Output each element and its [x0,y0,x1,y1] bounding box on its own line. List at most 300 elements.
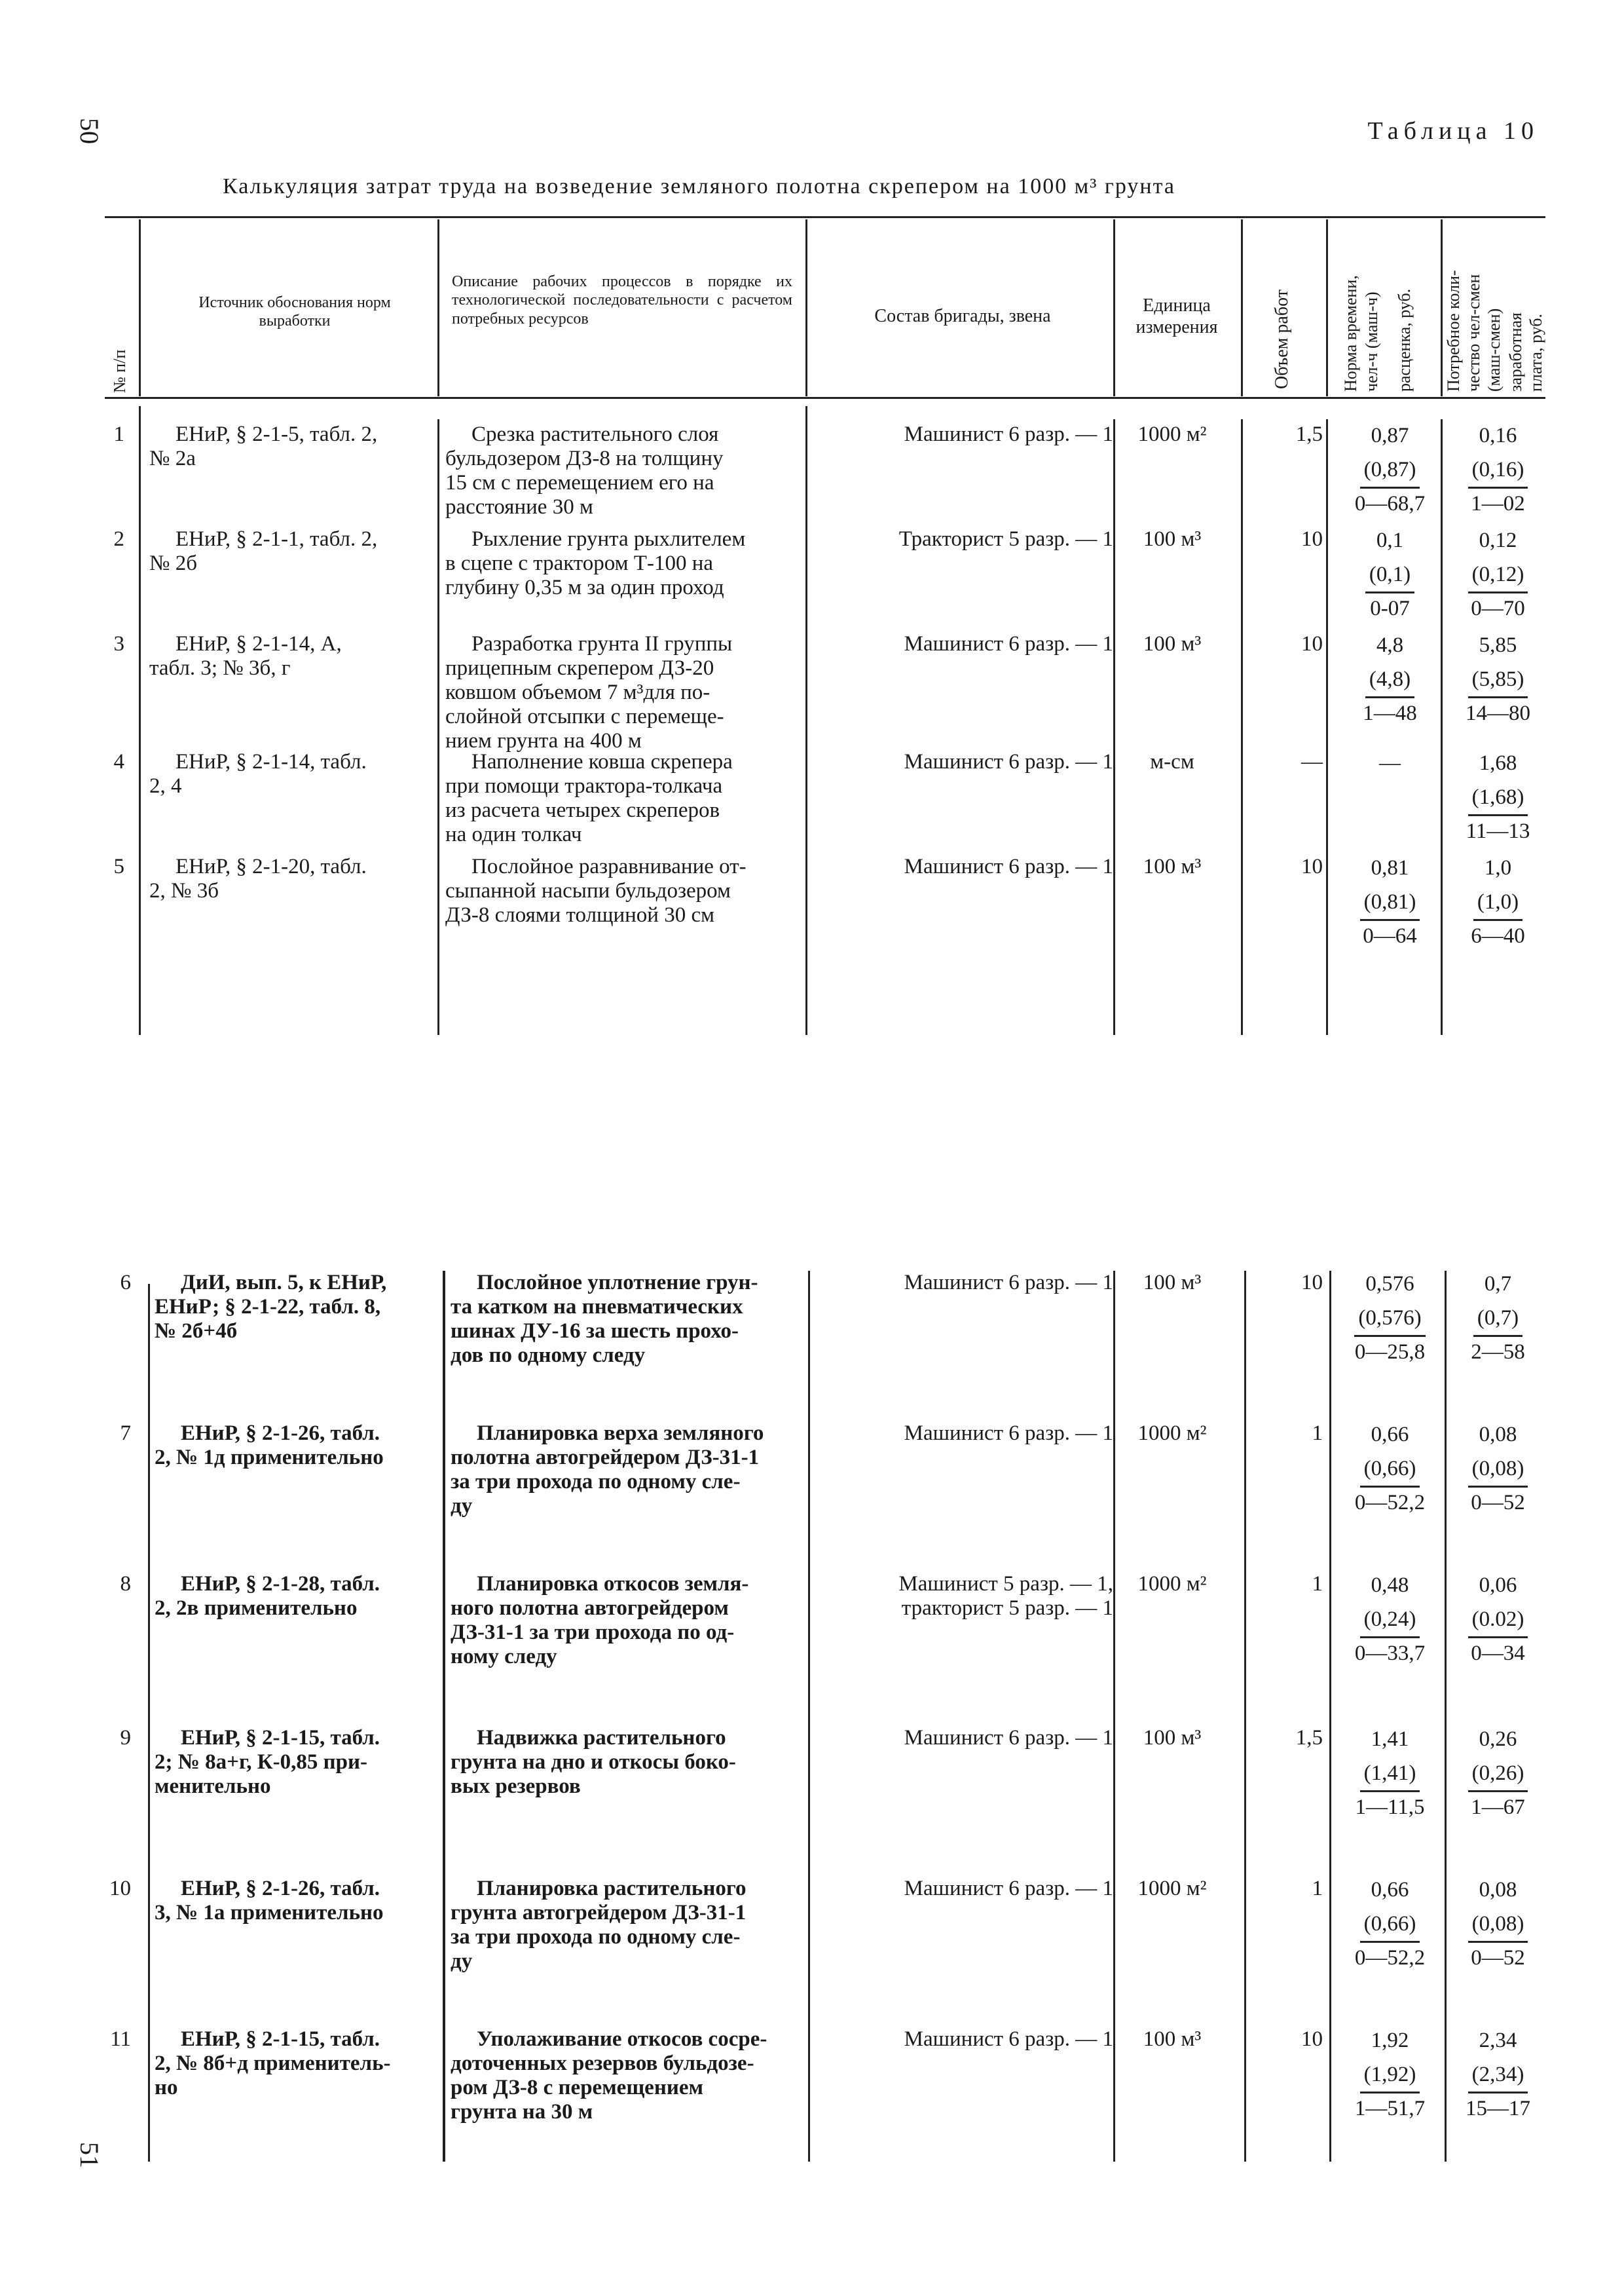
lower-sep-1 [148,1284,150,2162]
fraction-text: (0,12) [1468,557,1528,593]
description-cell [445,527,805,600]
unit-cell: 100 м³ [1143,632,1202,656]
volume-cell: 10 [1301,855,1323,878]
norm-value [1336,1267,1444,1301]
header-sep-6 [1326,219,1328,396]
need-machine-value [1450,1907,1545,1941]
col-norm-header-c: расценка, руб. [1395,288,1414,392]
volume-cell: 10 [1301,632,1323,656]
cell-line: № 2б [149,552,198,575]
norm-machine-value [1336,662,1444,696]
fraction-text: 0,48 [1371,1573,1409,1597]
cell-line: ЕНиР, § 2-1-28, табл. [181,1572,380,1596]
brigade-cell [812,1726,1113,1750]
fraction-text: 0,7 [1484,1272,1512,1296]
unit-cell: 1000 м² [1137,1421,1207,1445]
pay-cell [1450,523,1545,626]
norm-value [1336,1722,1444,1756]
brigade-cell [812,855,1113,879]
norm-value [1336,1568,1444,1602]
brigade-cell [812,527,1113,552]
cell-line: в сцепе с трактором Т-100 на [445,552,714,575]
wage-value [1450,2092,1545,2126]
cell-line: ЕНиР, § 2-1-15, табл. [181,2027,380,2051]
cell-line: 2; № 8а+г, К-0,85 при- [155,1750,368,1774]
fraction-text: 1,92 [1371,2029,1409,2052]
cell-line: Машинист 6 разр. — 1 [904,1271,1113,1294]
fraction-text: 0,576 [1365,1272,1414,1296]
table-title: Калькуляция затрат труда на возведение земляного полотна скрепером на 1000 м³ грунта [223,174,1175,198]
norm-cell [1336,523,1444,626]
header-top-rule [105,216,1545,218]
header-sep-4 [1113,219,1115,396]
fraction-text: 0,08 [1479,1423,1517,1446]
description-cell [445,750,805,847]
unit-cell: 100 м³ [1143,2027,1202,2051]
col-volume-header: Объем работ [1272,290,1292,389]
cell-line: ДЗ-31-1 за три прохода по од- [451,1621,735,1644]
fraction-text: 0,66 [1371,1423,1409,1446]
fraction-text: (0.02) [1468,1602,1528,1638]
norm-cell [1336,1568,1444,1670]
cell-line: № 2б+4б [155,1319,238,1343]
wage-value [1450,591,1545,626]
fraction-text: (0,87) [1360,453,1420,489]
cell-line: 2, 4 [149,774,182,798]
need-machine-value [1450,885,1545,919]
volume-cell: 1,5 [1295,1726,1323,1750]
norm-rate [1336,814,1444,848]
cell-line: Машинист 6 разр. — 1 [904,855,1113,878]
fraction-text: — [1379,751,1401,775]
norm-rate [1336,487,1444,521]
unit-cell: 100 м³ [1143,1726,1202,1750]
norm-cell [1336,1722,1444,1824]
cell-line: Планировка растительного [477,1877,747,1900]
norm-cell [1336,851,1444,953]
norm-machine-value [1336,1301,1444,1335]
wage-value [1450,814,1545,848]
description-cell [445,632,805,753]
row-number: 2 [113,527,124,551]
norm-rate [1336,2092,1444,2126]
pay-cell [1450,1267,1545,1369]
cell-line: полотна автогрейдером ДЗ-31-1 [451,1446,760,1469]
need-machine-value [1450,1301,1545,1335]
col-need-header-c: (маш-смен) [1485,308,1504,392]
cell-line: на один толкач [445,823,582,846]
need-machine-value [1450,1452,1545,1486]
page-number-top: 50 [75,118,104,144]
fraction-text: (1,41) [1360,1756,1420,1792]
brigade-cell [812,632,1113,656]
pay-cell [1450,628,1545,730]
norm-rate [1336,1941,1444,1975]
cell-line: Тракторист 5 разр. — 1 [898,527,1113,551]
unit-cell: 1000 м² [1137,422,1207,446]
fraction-text: 0,26 [1479,1727,1517,1751]
cell-line: менительно [155,1774,271,1798]
fraction-text: 0—52,2 [1354,1491,1426,1514]
row-number: 10 [109,1877,131,1900]
fraction-text: 0,1 [1376,529,1404,552]
need-machine-value [1450,662,1545,696]
fraction-text: 0—64 [1363,924,1417,948]
cell-line: сыпанной насыпи бульдозером [445,879,731,903]
norm-cell [1336,628,1444,730]
volume-cell: 1,5 [1295,422,1323,446]
norm-rate [1336,696,1444,730]
wage-value [1450,696,1545,730]
fraction-text: 1—51,7 [1354,2097,1426,2120]
fraction-text: 0,12 [1479,529,1517,552]
cell-line: при помощи трактора-толкача [445,774,723,798]
norm-cell [1336,2023,1444,2126]
fraction-text: (1,92) [1360,2057,1420,2093]
norm-rate [1336,1636,1444,1670]
need-machine-value [1450,1756,1545,1790]
cell-line: ЕНиР, § 2-1-26, табл. [181,1421,380,1445]
cell-line: ДЗ-8 слоями толщиной 30 см [445,903,715,927]
page-number-bottom: 51 [75,2142,104,2168]
cell-line: из расчета четырех скреперов [445,798,720,822]
col-norm-header-a: Норма времени, [1341,275,1360,392]
upper-sep-3 [805,406,807,1035]
fraction-text: 0-07 [1370,597,1410,620]
need-machine-value [1450,780,1545,814]
cell-line: ЕНиР; § 2-1-22, табл. 8, [155,1295,381,1319]
cell-line: Машинист 6 разр. — 1 [904,1726,1113,1750]
description-cell [445,422,805,519]
row-number: 1 [113,422,124,446]
brigade-cell [812,2027,1113,2052]
fraction-text: 0,06 [1479,1573,1517,1597]
upper-sep-6 [1326,419,1328,1035]
volume-cell: 1 [1312,1421,1323,1445]
fraction-text: (0,1) [1365,557,1414,593]
pay-cell [1450,2023,1545,2126]
brigade-cell [812,750,1113,774]
need-value [1450,1267,1545,1301]
source-cell [149,422,437,471]
cell-line: грунта автогрейдером ДЗ-31-1 [451,1901,747,1924]
upper-sep-2 [437,419,439,1035]
row-number: 8 [120,1572,131,1596]
header-bottom-rule [105,397,1545,399]
fraction-text: (4,8) [1365,662,1414,698]
cell-line: бульдозером ДЗ-8 на толщину [445,447,724,470]
fraction-text: 1—11,5 [1355,1795,1425,1819]
upper-sep-4 [1113,419,1115,1035]
norm-machine-value [1336,780,1444,814]
fraction-text: 0—70 [1471,597,1525,620]
cell-line: ду [451,1494,473,1518]
fraction-text: 0,81 [1371,856,1409,880]
description-cell [451,1421,811,1518]
source-cell [149,750,437,798]
cell-line: за три прохода по одному сле- [451,1925,741,1949]
description-cell [451,1877,811,1974]
source-cell [149,527,437,576]
cell-line: 2, № 1д применительно [155,1446,384,1469]
norm-machine-value [1336,1756,1444,1790]
norm-cell [1336,1267,1444,1369]
cell-line: Послойное разравнивание от- [471,855,747,878]
cell-line: Машинист 6 разр. — 1 [904,1421,1113,1445]
cell-line: Планировка верха земляного [477,1421,764,1445]
need-machine-value [1450,453,1545,487]
norm-value [1336,419,1444,453]
cell-line: ному следу [451,1645,557,1668]
pay-cell [1450,419,1545,521]
norm-machine-value [1336,2057,1444,2092]
volume-cell: — [1301,750,1323,774]
col-description-header: Описание рабочих процессов в порядке их технологической последовательности с расчетом потребных ресурсов [452,273,792,328]
cell-line: но [155,2076,178,2099]
col-need-header-a: Потребное коли- [1444,270,1463,392]
cell-line: 3, № 1а применительно [155,1901,384,1924]
need-value [1450,2023,1545,2057]
cell-line: ЕНиР, § 2-1-5, табл. 2, [175,422,378,446]
fraction-text: (0,08) [1468,1907,1528,1943]
description-cell [445,855,805,928]
col-brigade-header: Состав бригады, звена [874,306,1051,326]
cell-line: ром ДЗ-8 с перемещением [451,2076,703,2099]
norm-value [1336,746,1444,780]
need-value [1450,746,1545,780]
norm-cell [1336,419,1444,521]
fraction-text: 0—52,2 [1354,1946,1426,1970]
norm-cell [1336,1417,1444,1520]
cell-line: вых резервов [451,1774,581,1798]
cell-line: Машинист 6 разр. — 1 [904,422,1113,446]
fraction-text: 0—33,7 [1354,1642,1426,1665]
upper-sep-5 [1241,419,1243,1035]
wage-value [1450,1335,1545,1369]
fraction-text: 0,08 [1479,1878,1517,1902]
row-number: 9 [120,1726,131,1750]
need-value [1450,419,1545,453]
fraction-text: (1,68) [1468,780,1528,816]
wage-value [1450,1636,1545,1670]
col-norm-header-b: чел-ч (маш-ч) [1362,291,1381,392]
cell-line: Машинист 6 разр. — 1 [904,1877,1113,1900]
col-need-header-d: заработная [1506,312,1525,392]
cell-line: тракторист 5 разр. — 1 [901,1596,1113,1620]
table-label: Таблица 10 [1367,117,1539,145]
norm-rate [1336,919,1444,953]
source-cell [149,632,437,681]
cell-line: ЕНиР, § 2-1-26, табл. [181,1877,380,1900]
cell-line: Надвижка растительного [477,1726,726,1750]
fraction-text: 0,87 [1371,424,1409,447]
cell-line: за три прохода по одному сле- [451,1470,741,1493]
fraction-text: (0,66) [1360,1907,1420,1943]
header-sep-3 [805,219,807,396]
cell-line: Машинист 5 разр. — 1, [898,1572,1113,1596]
cell-line: Машинист 6 разр. — 1 [904,632,1113,656]
fraction-text: 1,0 [1484,856,1512,880]
fraction-text: 1,41 [1371,1727,1409,1751]
source-cell [155,1421,443,1470]
fraction-text: (5,85) [1468,662,1528,698]
volume-cell: 1 [1312,1877,1323,1900]
cell-line: дов по одному следу [451,1343,646,1367]
cell-line: ду [451,1949,473,1973]
norm-rate [1336,1790,1444,1824]
norm-machine-value [1336,453,1444,487]
cell-line: Разработка грунта II группы [471,632,733,656]
cell-line: 15 см с перемещением его на [445,471,714,495]
row-number: 4 [113,750,124,774]
norm-value [1336,1873,1444,1907]
fraction-text: (0,576) [1354,1301,1425,1337]
header-sep-2 [437,219,439,396]
cell-line: доточенных резервов бульдозе- [451,2052,754,2075]
fraction-text: (0,7) [1473,1301,1522,1337]
col-need-header-e: плата, руб. [1526,313,1545,392]
wage-value [1450,487,1545,521]
brigade-cell [812,1877,1113,1901]
cell-line: Послойное уплотнение грун- [477,1271,758,1294]
row-number: 3 [113,632,124,656]
description-cell [451,2027,811,2124]
lower-sep-4 [1113,1271,1115,2162]
fraction-text: 2,34 [1479,2029,1517,2052]
header-sep-7 [1441,219,1443,396]
unit-cell: м-см [1150,750,1194,774]
fraction-text: (0,26) [1468,1756,1528,1792]
row-number: 11 [110,2027,131,2051]
wage-value [1450,1486,1545,1520]
fraction-text: 0—68,7 [1354,492,1426,516]
col-unit-header: Единица измерения [1135,295,1218,338]
lower-sep-2 [443,1271,445,2162]
fraction-text: (0,81) [1360,885,1420,921]
fraction-text: (0,16) [1468,453,1528,489]
fraction-text: 5,85 [1479,633,1517,657]
fraction-text: (0,08) [1468,1452,1528,1488]
norm-rate [1336,1486,1444,1520]
cell-line: Рыхление грунта рыхлителем [471,527,746,551]
fraction-text: (1,0) [1473,885,1522,921]
volume-cell: 10 [1301,527,1323,551]
source-cell [155,2027,443,2100]
cell-line: Наполнение ковша скрепера [471,750,733,774]
cell-line: слойной отсыпки с перемеще- [445,705,724,728]
cell-line: 2, 2в применительно [155,1596,358,1620]
wage-value [1450,919,1545,953]
cell-line: ЕНиР, § 2-1-14, табл. [175,750,367,774]
cell-line: ДиИ, вып. 5, к ЕНиР, [181,1271,387,1294]
unit-cell: 100 м³ [1143,1271,1202,1294]
fraction-text: 1—48 [1363,702,1417,725]
norm-value [1336,1417,1444,1452]
norm-machine-value [1336,1907,1444,1941]
fraction-text: 1,68 [1479,751,1517,775]
source-cell [155,1726,443,1799]
fraction-text: 0—34 [1471,1642,1525,1665]
fraction-text: (2,34) [1468,2057,1528,2093]
unit-cell: 1000 м² [1137,1877,1207,1900]
header-sep-1 [139,219,141,396]
need-value [1450,1873,1545,1907]
row-number: 5 [113,855,124,878]
norm-rate [1336,1335,1444,1369]
fraction-text: 1—67 [1471,1795,1525,1819]
row-number: 6 [120,1271,131,1294]
col-source-header: Источник обоснования норм выработки [198,294,391,330]
cell-line: нием грунта на 400 м [445,729,642,753]
source-cell [155,1877,443,1925]
fraction-text: 6—40 [1471,924,1525,948]
row-number: 7 [120,1421,131,1445]
fraction-text: 15—17 [1466,2097,1530,2120]
need-value [1450,1568,1545,1602]
cell-line: ЕНиР, § 2-1-1, табл. 2, [175,527,378,551]
unit-cell: 100 м³ [1143,855,1202,878]
fraction-text: 2—58 [1471,1340,1525,1364]
unit-cell: 100 м³ [1143,527,1202,551]
fraction-text: 1—02 [1471,492,1525,516]
source-cell [155,1271,443,1343]
cell-line: Машинист 6 разр. — 1 [904,750,1113,774]
cell-line: Уполаживание откосов сосре- [477,2027,767,2051]
cell-line: Машинист 6 разр. — 1 [904,2027,1113,2051]
pay-cell [1450,1722,1545,1824]
wage-value [1450,1941,1545,1975]
cell-line: грунта на дно и откосы боко- [451,1750,736,1774]
fraction-text: 0—52 [1471,1491,1525,1514]
pay-cell [1450,1873,1545,1975]
brigade-cell [812,1271,1113,1295]
cell-line: Планировка откосов земля- [477,1572,749,1596]
pay-cell [1450,1417,1545,1520]
cell-line: № 2а [149,447,196,470]
norm-value [1336,851,1444,885]
source-cell [155,1572,443,1621]
fraction-text: (0,66) [1360,1452,1420,1488]
cell-line: ЕНиР, § 2-1-15, табл. [181,1726,380,1750]
pay-cell [1450,851,1545,953]
norm-value [1336,628,1444,662]
cell-line: грунта на 30 м [451,2100,593,2124]
fraction-text: 0—52 [1471,1946,1525,1970]
cell-line: шинах ДУ-16 за шесть прохо- [451,1319,739,1343]
norm-rate [1336,591,1444,626]
cell-line: та катком на пневматических [451,1295,743,1319]
cell-line: прицепным скрепером ДЗ-20 [445,656,714,680]
norm-machine-value [1336,1602,1444,1636]
cell-line: ЕНиР, § 2-1-20, табл. [175,855,367,878]
fraction-text: (0,24) [1360,1602,1420,1638]
fraction-text: 0,66 [1371,1878,1409,1902]
volume-cell: 10 [1301,1271,1323,1294]
need-machine-value [1450,1602,1545,1636]
description-cell [451,1271,811,1368]
need-machine-value [1450,557,1545,591]
brigade-cell [812,1421,1113,1446]
norm-value [1336,523,1444,557]
cell-line: ЕНиР, § 2-1-14, А, [175,632,342,656]
norm-cell [1336,746,1444,848]
wage-value [1450,1790,1545,1824]
upper-sep-1 [139,406,141,1035]
description-cell [451,1572,811,1669]
volume-cell: 1 [1312,1572,1323,1596]
lower-sep-7 [1445,1271,1447,2162]
header-sep-5 [1241,219,1243,396]
